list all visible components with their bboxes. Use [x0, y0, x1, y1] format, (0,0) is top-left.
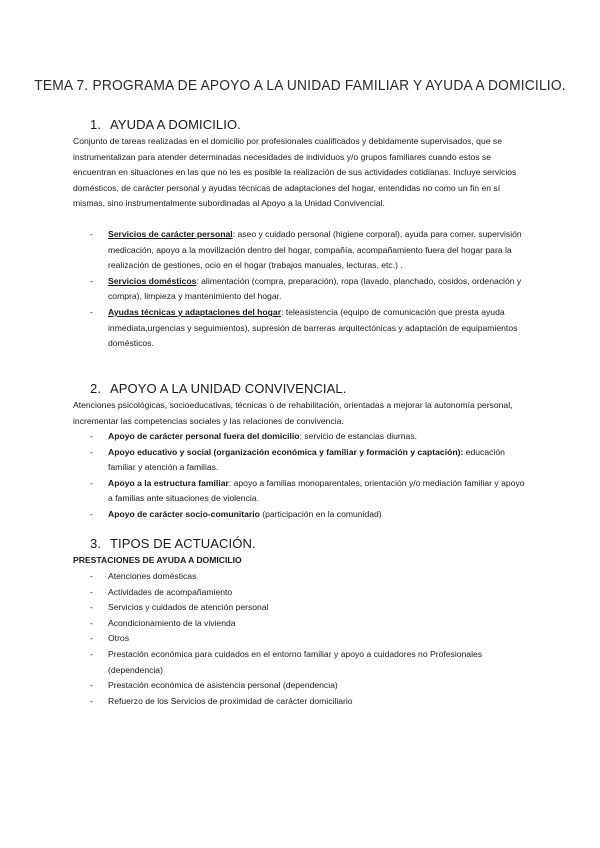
- section-3-heading: [90, 536, 256, 551]
- section-3-number: 3.: [90, 536, 102, 551]
- section-2-paragraph: Atenciones psicológicas, socioeducativas, técnicas o de rehabilitación, orientadas a mejorar la autonomía personal, incrementar las competencias sociales y las relaciones de convivencia.: [73, 400, 513, 426]
- bullet-dash: -: [90, 617, 93, 628]
- bullet-dash: -: [90, 602, 93, 613]
- list-item: [90, 616, 530, 632]
- list-item: [90, 631, 530, 647]
- item-text: Servicios y cuidados de atención personal: [108, 602, 269, 613]
- section-2-number: 2.: [90, 381, 102, 396]
- list-item: [90, 600, 530, 616]
- list-item: [90, 227, 530, 274]
- list-item: [90, 429, 530, 445]
- item-text: Otros: [108, 633, 130, 644]
- item-text: Refuerzo de los Servicios de proximidad de carácter domiciliario: [108, 695, 353, 706]
- item-title: Servicios de carácter personal: [108, 229, 233, 239]
- item-text: : alimentación (compra, preparación), ropa (lavado, planchado, cosidos, ordenación y compra), limpieza y mantenimiento del hogar.: [108, 275, 522, 302]
- list-item: [90, 694, 530, 710]
- list-item: [90, 305, 530, 352]
- section-3-subheading: PRESTACIONES DE AYUDA A DOMICILIO: [73, 555, 242, 565]
- section-1-paragraph: Conjunto de tareas realizadas en el domicilio por profesionales cualificados y debidamente supervisados, que se instrumentalizan para atender determinadas necesidades de individuos y/o grupos familiares cuando estos se encuentran en situaciones en las que no les es posible la realización de sus actividades cotidianas. Incluye servicios domésticos, de carácter personal y ayudas técnicas de adaptaciones del hogar, entendidas no como un fin en sí mismas, sino instrumentalmente subordinadas al Apoyo a la Unidad Convivencial.: [73, 136, 517, 209]
- list-item: [90, 445, 530, 476]
- section-1-heading: [90, 117, 241, 132]
- bullet-dash: -: [90, 431, 93, 441]
- bullet-dash: -: [90, 633, 93, 644]
- section-1-title: AYUDA A DOMICILIO.: [110, 117, 241, 132]
- list-item: [90, 274, 530, 305]
- section-1-number: 1.: [90, 117, 102, 132]
- bullet-dash: -: [90, 229, 93, 239]
- bullet-dash: -: [90, 571, 93, 581]
- item-text: Actividades de acompañamiento: [108, 586, 233, 597]
- bullet-dash: -: [90, 477, 93, 488]
- item-text: : aseo y cuidado personal (higiene corporal), ayuda para comer, supervisión medicación, apoyo a la movilización dentro del hogar, compañía, acompañamiento fuera del hogar para la realización de gestiones, ocio en el hogar (trabajos manuales, lecturas, etc.) .: [108, 229, 522, 271]
- section-2-title: APOYO A LA UNIDAD CONVIVENCIAL.: [110, 381, 347, 396]
- item-text: (participación en la comunidad): [259, 508, 382, 519]
- item-title: Apoyo de carácter socio-comunitario: [108, 508, 260, 519]
- item-text: educación familiar y atención a familias.: [108, 446, 505, 473]
- list-item: [90, 507, 530, 523]
- list-item: [90, 647, 530, 678]
- item-text: : servicio de estancias diurnas.: [299, 431, 418, 441]
- bullet-dash: -: [90, 446, 93, 457]
- item-title: Ayudas técnicas y adaptaciones del hogar: [108, 306, 282, 317]
- bullet-dash: -: [90, 275, 93, 286]
- section-3-title: TIPOS DE ACTUACIÓN.: [110, 536, 256, 551]
- item-text: Prestación económica para cuidados en el entorno familiar y apoyo a cuidadores no Profesionales (dependencia): [108, 648, 483, 675]
- bullet-dash: -: [90, 306, 93, 317]
- item-text: : apoyo a familias monoparentales, orientación y/o mediación familiar y apoyo a familias ante situaciones de violencia.: [108, 477, 525, 504]
- list-item: [90, 678, 530, 694]
- item-text: : teleasistencia (equipo de comunicación que presta ayuda inmediata,urgencias y seguimientos), supresión de barreras arquitectónicas y adaptación de equipamientos domésticos.: [108, 306, 518, 349]
- item-title: Servicios domésticos: [108, 275, 197, 286]
- item-text: Acondicionamiento de la vivienda: [108, 617, 236, 628]
- document-title: TEMA 7. PROGRAMA DE APOYO A LA UNIDAD FAMILIAR Y AYUDA A DOMICILIO.: [34, 77, 566, 94]
- bullet-dash: -: [90, 648, 93, 659]
- list-item: [90, 569, 530, 585]
- section-2-heading: [90, 381, 346, 396]
- bullet-dash: -: [90, 586, 93, 597]
- section-2-list: [90, 429, 530, 523]
- list-item: [90, 585, 530, 601]
- item-title: Apoyo a la estructura familiar: [108, 477, 229, 488]
- bullet-dash: -: [90, 695, 93, 706]
- item-title: Apoyo educativo y social (organización económica y familiar y formación y captación):: [108, 446, 464, 457]
- item-title: Apoyo de carácter personal fuera del domicilio: [108, 431, 300, 441]
- bullet-dash: -: [90, 680, 93, 691]
- section-1-list: [90, 227, 530, 352]
- item-text: Prestación económica de asistencia personal (dependencia): [108, 680, 338, 691]
- item-text: Atenciones domésticas: [108, 571, 197, 581]
- list-item: [90, 476, 530, 507]
- bullet-dash: -: [90, 508, 93, 519]
- section-3-list: [90, 569, 530, 709]
